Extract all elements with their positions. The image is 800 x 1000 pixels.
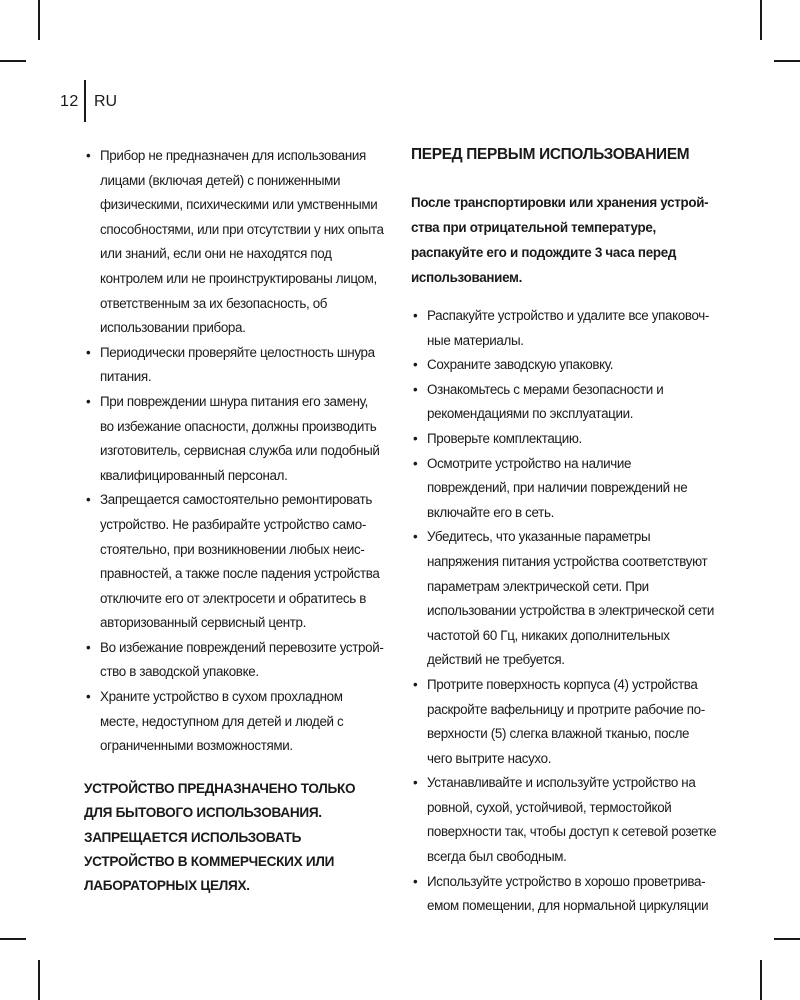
- crop-mark: [774, 938, 800, 940]
- crop-mark: [0, 938, 26, 940]
- section-title: ПЕРЕД ПЕРВЫМ ИСПОЛЬЗОВАНИЕМ: [411, 146, 690, 163]
- header-divider: [84, 80, 86, 122]
- crop-mark: [38, 960, 40, 1000]
- crop-mark: [760, 960, 762, 1000]
- crop-mark: [0, 60, 26, 62]
- list-item: • Храните устройство в сухом прохладном месте, недоступном для детей и людей с ограниченными возможностями.: [84, 685, 384, 759]
- crop-mark: [774, 60, 800, 62]
- list-item: • Устанавливайте и используйте устройство на ровной, сухой, устойчивой, термостойкой поверхности так, чтобы доступ к сетевой розетке всегда был свободным.: [411, 771, 717, 869]
- list-item: • Прибор не предназначен для использования лицами (включая детей) с пониженными физическими, психическими или умственными способностями, или при отсутствии у них опыта или знаний, если они не находятся под контролем или не проинструктированы лицом, ответственным за их безопасность, об использовании прибора.: [84, 144, 384, 341]
- list-item: • Протрите поверхность корпуса (4) устройства раскройте вафельницу и протрите рабочие поверхности (5) слегка влажной тканью, после чего вытрите насухо.: [411, 673, 717, 771]
- crop-mark: [760, 0, 762, 40]
- list-item: • Проверьте комплектацию.: [411, 427, 717, 452]
- language-code: RU: [94, 93, 118, 110]
- safety-list: [84, 144, 384, 759]
- list-item: • Осмотрите устройство на наличие повреждений, при наличии повреждений не включайте его в сеть.: [411, 452, 717, 526]
- list-item: • Убедитесь, что указанные параметры напряжения питания устройства соответствуют параметрам электрической сети. При использовании устройства в электрической сети частотой 60 Гц, никаких дополнительных действий не требуется.: [411, 525, 717, 673]
- list-item: • Ознакомьтесь с мерами безопасности и рекомендациями по эксплуатации.: [411, 378, 717, 427]
- list-item: • Периодически проверяйте целостность шнура питания.: [84, 341, 384, 390]
- right-column: [411, 144, 717, 919]
- household-use-warning: УСТРОЙСТВО ПРЕДНАЗНАЧЕНО ТОЛЬКО ДЛЯ БЫТОВОГО ИСПОЛЬЗОВАНИЯ. ЗАПРЕЩАЕТСЯ ИСПОЛЬЗОВАТЬ УСТРОЙСТВО В КОММЕРЧЕСКИХ ИЛИ ЛАБОРАТОРНЫХ ЦЕЛЯХ.: [84, 780, 356, 894]
- list-item: • Запрещается самостоятельно ремонтировать устройство. Не разбирайте устройство самостоятельно, при возникновении любых неисправностей, а также после падения устройства отключите его от электросети и обратитесь в авторизованный сервисный центр.: [84, 488, 384, 636]
- list-item: • При повреждении шнура питания его замену, во избежание опасности, должны производить изготовитель, сервисная служба или подобный квалифицированный персонал.: [84, 390, 384, 488]
- list-item: • Используйте устройство в хорошо проветриваемом помещении, для нормальной циркуляции: [411, 870, 717, 919]
- list-item: • Распакуйте устройство и удалите все упаковочные материалы.: [411, 304, 717, 353]
- left-column: [84, 144, 384, 899]
- crop-mark: [38, 0, 40, 40]
- section-intro: После транспортировки или хранения устройства при отрицательной температуре, распакуйте его и подождите 3 часа перед использованием.: [411, 195, 709, 285]
- first-use-list: [411, 304, 717, 919]
- list-item: • Во избежание повреждений перевозите устройство в заводской упаковке.: [84, 636, 384, 685]
- page-number: 12: [60, 93, 79, 110]
- list-item: • Сохраните заводскую упаковку.: [411, 353, 717, 378]
